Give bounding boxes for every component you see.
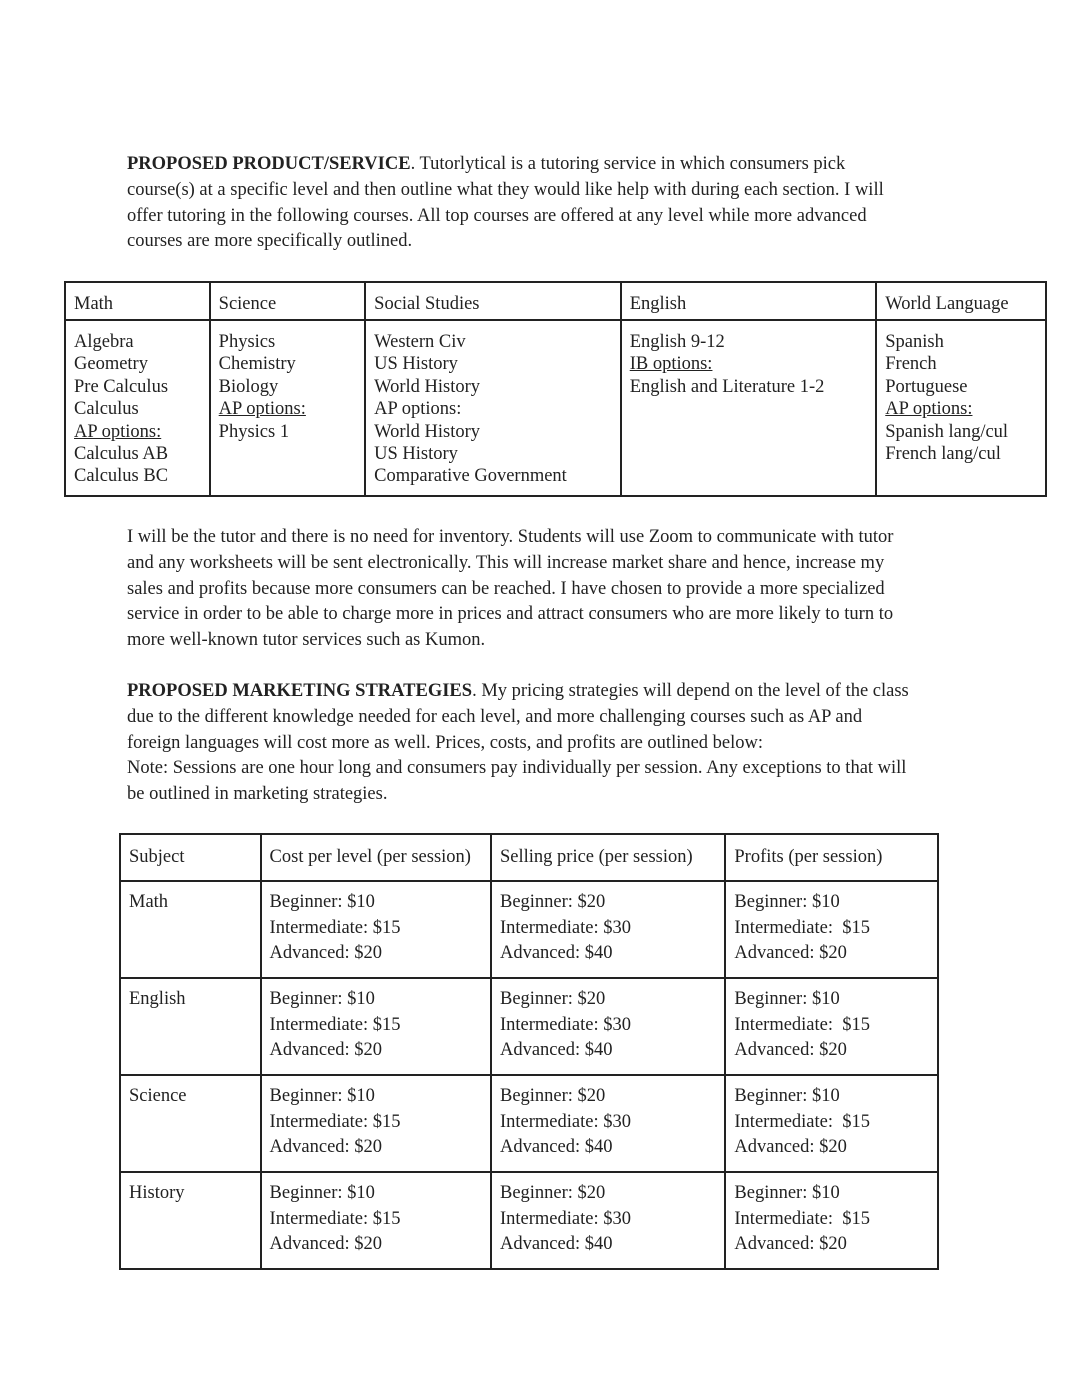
course-item: Chemistry [218, 354, 296, 375]
course-item: US History [374, 354, 458, 375]
profit-value: Beginner: $10 [734, 1086, 840, 1106]
table-row [120, 1172, 938, 1269]
subject-cell: Math [120, 881, 261, 978]
profit-cell [725, 1172, 938, 1269]
course-item: Comparative Government [374, 466, 567, 487]
cost-cell [261, 881, 491, 978]
price-value: Advanced: $40 [499, 943, 613, 964]
pricing-header-cost: Cost per level (per session) [261, 834, 491, 881]
marketing-line-5: be outlined in marketing strategies. [127, 784, 388, 805]
course-item: Portuguese [885, 376, 968, 397]
course-item: World History [374, 421, 481, 442]
cost-cell [261, 978, 491, 1075]
course-item: English and Literature 1-2 [629, 376, 825, 397]
course-item: US History [374, 444, 458, 465]
price-cell [491, 1172, 725, 1269]
pricing-table [119, 833, 939, 1270]
intro-line-3: offer tutoring in the following courses. All top courses are offered at any level while more advanced [127, 205, 867, 226]
course-header-english: English [621, 282, 877, 320]
intro-line-2: course(s) at a specific level and then outline what they would like help with during each section. I will [127, 179, 884, 200]
tutor-line-2: and any worksheets will be sent electronically. This will increase market share and hence, increase my [127, 552, 885, 573]
profit-value: Intermediate: $15 [734, 1208, 871, 1229]
course-table-header-row [65, 282, 1046, 320]
marketing-line-3: foreign languages will cost more as well. Prices, costs, and profits are outlined below: [127, 732, 764, 753]
course-item: Physics [218, 332, 276, 352]
marketing-line-1: PROPOSED MARKETING STRATEGIES. My pricing strategies will depend on the level of the class [127, 681, 909, 701]
table-row [120, 881, 938, 978]
pricing-header-subject: Subject [120, 834, 261, 881]
course-item: French lang/cul [885, 444, 1001, 465]
profit-value: Advanced: $20 [734, 1040, 847, 1061]
math-courses-cell [65, 320, 210, 496]
pricing-header-price: Selling price (per session) [491, 834, 725, 881]
ap-options-label: AP options: [218, 399, 306, 420]
price-value: Beginner: $20 [499, 1183, 606, 1203]
course-item: World History [374, 376, 481, 397]
course-item: Calculus [74, 399, 139, 420]
profit-cell [725, 978, 938, 1075]
course-header-social-studies: Social Studies [365, 282, 621, 320]
cost-value: Beginner: $10 [269, 892, 375, 912]
course-header-math: Math [65, 282, 210, 320]
course-item: French [885, 354, 937, 375]
cost-value: Intermediate: $15 [269, 1111, 401, 1132]
marketing-line-4: Note: Sessions are one hour long and consumers pay individually per session. Any exceptions to that will [127, 758, 907, 779]
course-table [64, 281, 1047, 497]
cost-value: Advanced: $20 [269, 943, 383, 964]
profit-cell [725, 1075, 938, 1172]
tutor-line-3: sales and profits because more consumers can be reached. I have chosen to provide a more specialized [127, 578, 885, 599]
price-value: Intermediate: $30 [499, 1111, 631, 1132]
subject-cell: Science [120, 1075, 261, 1172]
course-item: Pre Calculus [74, 376, 169, 397]
tutor-line-5: more well-known tutor services such as Kumon. [127, 630, 486, 651]
price-value: Advanced: $40 [499, 1137, 613, 1158]
price-value: Advanced: $40 [499, 1234, 613, 1255]
price-value: Intermediate: $30 [499, 917, 631, 938]
course-item: English 9-12 [629, 332, 725, 352]
course-item: Western Civ [374, 332, 466, 352]
cost-value: Beginner: $10 [269, 989, 375, 1009]
course-header-world-language: World Language [876, 282, 1046, 320]
course-item: Physics 1 [218, 421, 290, 442]
profit-value: Advanced: $20 [734, 943, 847, 964]
course-item: Geometry [74, 354, 148, 375]
cost-value: Advanced: $20 [269, 1137, 383, 1158]
profit-value: Intermediate: $15 [734, 1014, 871, 1035]
cost-value: Beginner: $10 [269, 1183, 375, 1203]
english-courses-cell [621, 320, 877, 496]
price-value: Beginner: $20 [499, 892, 606, 912]
course-item: Algebra [74, 332, 134, 352]
intro-line-1: PROPOSED PRODUCT/SERVICE. Tutorlytical is a tutoring service in which consumers pick [127, 154, 846, 174]
pricing-table-header-row [120, 834, 938, 881]
ap-options-label: AP options: [74, 421, 162, 442]
profit-cell [725, 881, 938, 978]
profit-value: Beginner: $10 [734, 989, 840, 1009]
course-item: Spanish lang/cul [885, 421, 1009, 442]
price-cell [491, 1075, 725, 1172]
marketing-heading: PROPOSED MARKETING STRATEGIES [127, 681, 473, 701]
profit-value: Intermediate: $15 [734, 1111, 871, 1132]
price-cell [491, 978, 725, 1075]
marketing-line-2: due to the different knowledge needed for each level, and more challenging courses such as AP and [127, 706, 863, 727]
profit-value: Beginner: $10 [734, 892, 840, 912]
price-cell [491, 881, 725, 978]
subject-cell: English [120, 978, 261, 1075]
cost-value: Intermediate: $15 [269, 1014, 401, 1035]
cost-value: Advanced: $20 [269, 1234, 383, 1255]
ib-options-label: IB options: [629, 354, 713, 375]
price-value: Intermediate: $30 [499, 1014, 631, 1035]
price-value: Intermediate: $30 [499, 1208, 631, 1229]
intro-line-4: courses are more specifically outlined. [127, 231, 413, 252]
ap-options-label: AP options: [374, 399, 462, 420]
tutor-line-1: I will be the tutor and there is no need for inventory. Students will use Zoom to communicate with tutor [127, 527, 894, 547]
course-table-body-row [65, 320, 1046, 496]
science-courses-cell [210, 320, 365, 496]
table-row [120, 978, 938, 1075]
profit-value: Intermediate: $15 [734, 917, 871, 938]
subject-cell: History [120, 1172, 261, 1269]
course-item: Biology [218, 376, 279, 397]
intro-heading: PROPOSED PRODUCT/SERVICE [127, 154, 411, 174]
cost-value: Intermediate: $15 [269, 1208, 401, 1229]
course-header-science: Science [210, 282, 365, 320]
cost-cell [261, 1172, 491, 1269]
world-language-courses-cell [876, 320, 1046, 496]
price-value: Beginner: $20 [499, 1086, 606, 1106]
social-studies-courses-cell [365, 320, 621, 496]
course-item: Calculus AB [74, 444, 169, 465]
tutor-paragraph [127, 525, 957, 654]
intro-paragraph [127, 152, 957, 255]
table-row [120, 1075, 938, 1172]
ap-options-label: AP options: [885, 399, 973, 420]
price-value: Advanced: $40 [499, 1040, 613, 1061]
cost-cell [261, 1075, 491, 1172]
cost-value: Intermediate: $15 [269, 917, 401, 938]
profit-value: Advanced: $20 [734, 1137, 847, 1158]
cost-value: Advanced: $20 [269, 1040, 383, 1061]
course-item: Calculus BC [74, 466, 169, 487]
course-item: Spanish [885, 332, 944, 352]
cost-value: Beginner: $10 [269, 1086, 375, 1106]
tutor-line-4: service in order to be able to charge more in prices and attract consumers who are more likely to turn to [127, 604, 894, 625]
price-value: Beginner: $20 [499, 989, 606, 1009]
profit-value: Advanced: $20 [734, 1234, 847, 1255]
pricing-header-profit: Profits (per session) [725, 834, 938, 881]
profit-value: Beginner: $10 [734, 1183, 840, 1203]
marketing-paragraph [127, 679, 957, 808]
